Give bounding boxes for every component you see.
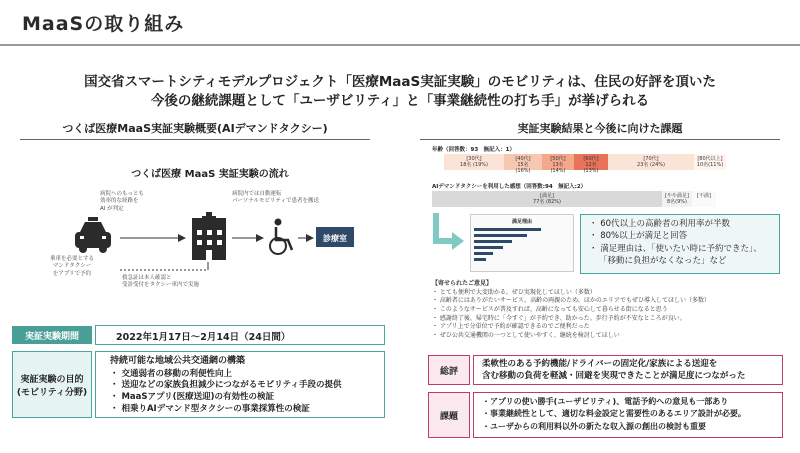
sat-bar-dissatisfied: [不満]	[692, 191, 716, 207]
purpose-box	[95, 351, 385, 418]
comments-title: 【寄せられたご意見】	[432, 280, 493, 287]
left-section-title: つくば医療MaaS実証実験概要(AIデマンドタクシー)	[62, 122, 328, 135]
satisfaction-bar-chart	[432, 191, 782, 209]
result-callout: ・ 60代以上の高齢者の利用率が半数 ・ 80%以上が満足と回答 ・ 満足理由は、「使いたい時に予約できた」、 「移動に負担がなくなった」など	[580, 214, 780, 274]
headline-line-2: 今後の継続課題として「ユーザビリティ」と「事業継続性の打ち手」が挙げられる	[150, 93, 650, 109]
callout-item: ・ 80%以上が満足と回答	[589, 231, 688, 242]
age-bar-40s: [40代] 15名 (16%)	[504, 154, 542, 170]
purpose-label: 実証実験の目的 (モビリティ分野)	[12, 351, 92, 418]
comment-item: ・ とても便利で大変助かる。ぜひ実現化してほしい（多数）	[432, 288, 596, 296]
purpose-heading: 持続可能な地域公共交通網の構築	[110, 356, 246, 366]
page-title: MaaSの取り組み	[22, 13, 185, 35]
taxi-icon	[75, 217, 111, 253]
issue-item: ・ユーザからの利用料以外の新たな収入源の創出の検討も重要	[482, 421, 706, 431]
comment-item: ・ 高齢者にはありがたいサービス。高齢の両親のため、ほかのエリアでもぜひ導入してほしい（多数）	[432, 297, 711, 305]
headline-line-1: 国交省スマートシティモデルプロジェクト「医療MaaS実証実験」のモビリティは、住民の好評を頂いた	[84, 74, 716, 90]
age-bar-chart	[432, 154, 782, 172]
age-bar-50s: [50代] 13名 (14%)	[542, 154, 574, 170]
note-taxi: 乗車を必要とする マンドタクシー をアプリで予約	[49, 256, 94, 277]
left-section-divider	[20, 139, 370, 140]
age-bar-30s: [30代] 18名 (19%)	[444, 154, 504, 170]
age-bar-60s: [60代] 12名 (13%)	[574, 154, 608, 170]
note-bottom: 救急証は本人確認と 受診受付をタクシー車内で実施	[122, 275, 200, 289]
right-section-title: 実証実験結果と今後に向けた課題	[517, 122, 683, 135]
purpose-item: ・ MaaSアプリ(医療送迎)の有効性の検証	[110, 392, 274, 403]
summary-box: 柔軟性のある予約機能/ドライバーの固定化/家族による送迎を 含む移動の負荷を軽減・回避を実現できたことが満足度につながった	[473, 355, 783, 385]
hospital-icon	[192, 212, 226, 260]
right-section-divider	[420, 139, 780, 140]
sat-bar-satisfied: [満足] 77名 (82%)	[432, 191, 662, 207]
callout-item: ・ 60代以上の高齢者の利用率が半数	[589, 219, 731, 229]
period-value: 2022年1月17日～2月14日（24日間）	[95, 325, 385, 345]
note-top-right: 病院内では自動運転 パーソナルモビリティで患者を搬送	[232, 191, 319, 205]
sat-bar-somewhat: [やや満足] 8名(9%)	[662, 191, 692, 207]
clinic-room-label: 診療室	[323, 234, 347, 243]
title-divider	[0, 44, 800, 46]
issues-box	[473, 392, 783, 438]
age-chart-label: 年齢（回答数：93 無記入：1）	[432, 147, 515, 153]
wheelchair-icon	[270, 219, 292, 255]
satisfaction-chart-label: AIデマンドタクシーを利用した感想（回答数:94 無記入:2）	[432, 184, 587, 190]
arrow-icon	[430, 213, 470, 258]
purpose-item: ・ 相乗りAIデマンド型タクシーの事業採算性の検証	[110, 404, 310, 415]
comment-item: ・ アプリ上で分単位で予約が確認できるのでご便利だった	[432, 323, 590, 331]
age-bar-70s: [70代] 23名 (24%)	[608, 154, 694, 170]
reason-mini-chart	[470, 214, 574, 272]
issue-item: ・アプリの使い勝手(ユーザビリティ)、電話予約への意見も一部あり	[482, 397, 729, 406]
issue-item: ・事業継続性として、適切な料金設定と需要性のあるエリア設計が必要。	[482, 409, 746, 419]
mini-chart-title: 満足理由	[511, 219, 532, 225]
age-bar-80s: [80代以上] 10名(11%)	[694, 154, 726, 170]
summary-label: 総評	[428, 355, 470, 385]
issues-label: 課題	[428, 392, 470, 438]
note-top-left: 病院へのもっとも 効率的な経路を AI が判定	[100, 191, 145, 212]
flow-title: つくば医療 MaaS 実証実験の流れ	[131, 169, 289, 180]
comment-item: ・ ぜひ公共交通機関の一つとして使いやすく、継続を検討してほしい	[432, 332, 620, 340]
callout-item: ・ 満足理由は、「使いたい時に予約できた」、	[589, 243, 762, 254]
comments-block	[432, 280, 782, 341]
purpose-item: ・ 送迎などの家族負担減少につながるモビリティ手段の提供	[110, 380, 342, 391]
comment-item: ・ このようなサービスが普及すれば、高齢になっても安心して暮らせる街になると思う	[432, 306, 668, 314]
comment-item: ・ 感謝終了後、帰宅時に「今すぐ」が予約でき、助かった。歩行予約が不安なところが良い。	[432, 314, 686, 322]
period-label: 実証実験期間	[12, 326, 92, 344]
purpose-item: ・ 交通弱者の移動の利便性向上	[110, 368, 232, 379]
